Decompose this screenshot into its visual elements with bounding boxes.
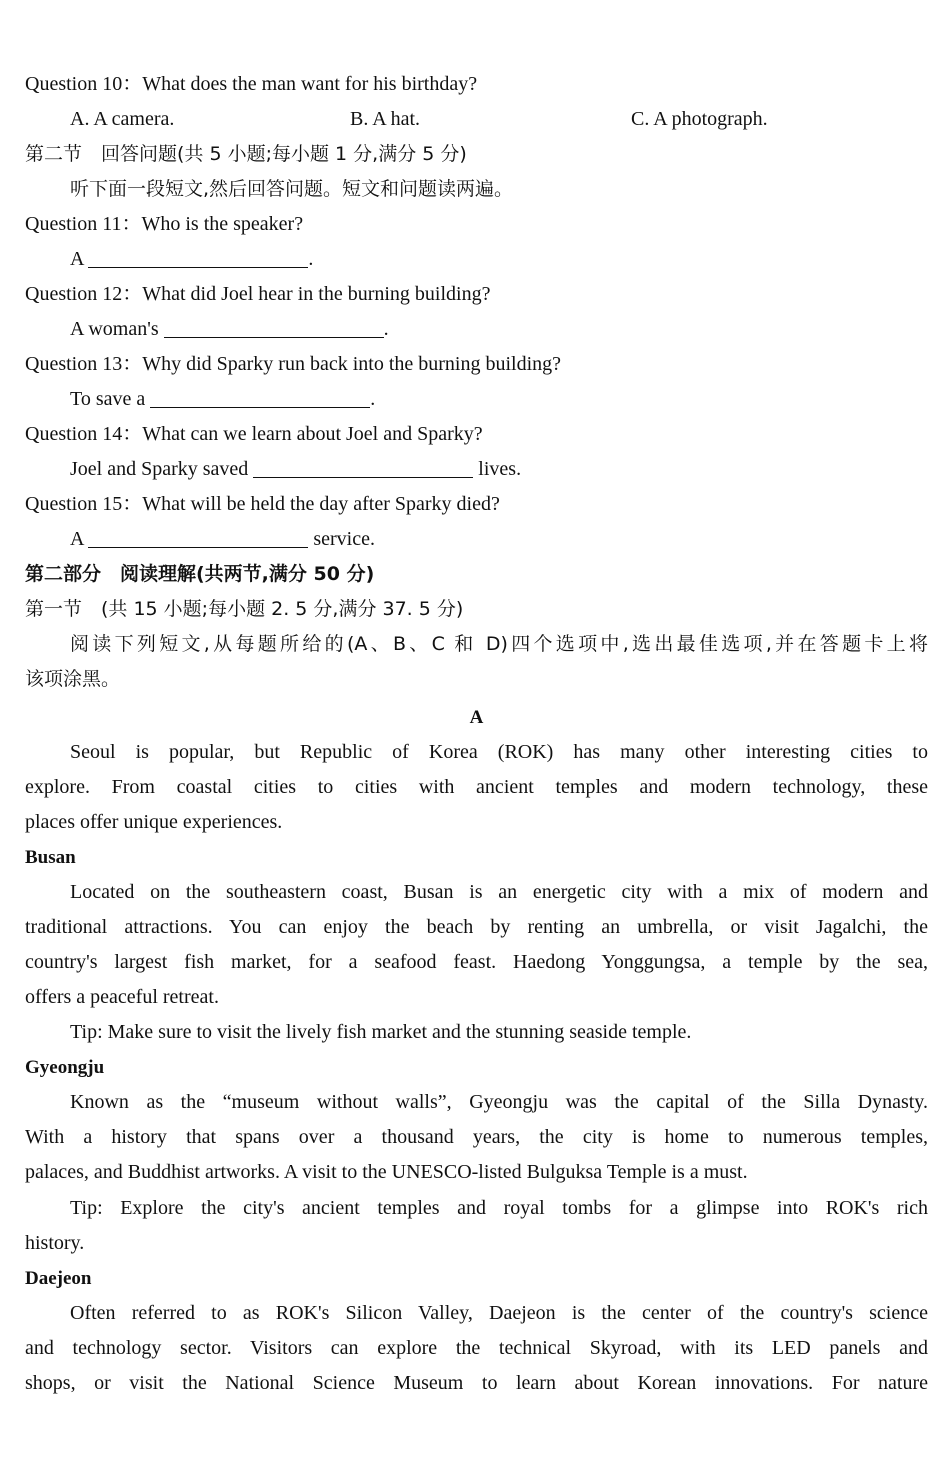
- part-2-instruction-cont: 该项涂黑。: [25, 668, 121, 690]
- question-10-options: [25, 102, 928, 137]
- daejeon-line: shops, or visit the National Science Museum to learn about Korean innovations. For nature: [25, 1372, 928, 1394]
- section-2-title: 第二节 回答问题(共 5 小题;每小题 1 分,满分 5 分): [25, 143, 467, 165]
- question-13: Question 13：Why did Sparky run back into the burning building?: [25, 353, 562, 375]
- option-a: A. A camera.: [70, 108, 175, 130]
- answer-suffix: service.: [313, 528, 375, 550]
- busan-line: offers a peaceful retreat.: [25, 986, 219, 1008]
- answer-line-14: [70, 452, 928, 487]
- busan-heading: Busan: [25, 847, 76, 868]
- answer-prefix: A: [70, 528, 84, 550]
- busan-tip: Tip: Make sure to visit the lively fish market and the stunning seaside temple.: [70, 1021, 692, 1043]
- gyeongju-line: With a history that spans over a thousand years, the city is home to numerous temples,: [25, 1126, 928, 1148]
- part-2-instruction: 阅读下列短文,从每题所给的(A、B、C 和 D)四个选项中,选出最佳选项,并在答题卡上将: [70, 633, 928, 655]
- busan-line: Located on the southeastern coast, Busan is an energetic city with a mix of modern and: [70, 881, 928, 903]
- question-14: Question 14：What can we learn about Joel and Sparky?: [25, 423, 483, 445]
- busan-line: country's largest fish market, for a seafood feast. Haedong Yonggungsa, a temple by the sea,: [25, 951, 928, 973]
- option-c: C. A photograph.: [631, 108, 768, 130]
- answer-prefix: Joel and Sparky saved: [70, 458, 249, 480]
- daejeon-line: and technology sector. Visitors can explore the technical Skyroad, with its LED panels and: [25, 1337, 928, 1359]
- gyeongju-line: Known as the “museum without walls”, Gyeongju was the capital of the Silla Dynasty.: [70, 1091, 928, 1113]
- answer-suffix: .: [383, 318, 389, 340]
- answer-suffix: .: [308, 248, 314, 270]
- gyeongju-line: palaces, and Buddhist artworks. A visit to the UNESCO-listed Bulguksa Temple is a must.: [25, 1161, 748, 1183]
- answer-prefix: A: [70, 248, 84, 270]
- daejeon-line: Often referred to as ROK's Silicon Valley, Daejeon is the center of the country's science: [70, 1302, 928, 1324]
- answer-prefix: A woman's: [70, 318, 159, 340]
- part-2-title: 第二部分 阅读理解(共两节,满分 50 分): [25, 563, 375, 585]
- question-11: Question 11：Who is the speaker?: [25, 213, 304, 235]
- answer-line-15: [70, 522, 928, 557]
- answer-line-12: [70, 312, 928, 347]
- answer-blank[interactable]: [164, 315, 384, 338]
- passage-label: A: [469, 707, 484, 728]
- passage-intro-line: Seoul is popular, but Republic of Korea (ROK) has many other interesting cities to: [70, 741, 928, 763]
- daejeon-heading: Daejeon: [25, 1268, 92, 1289]
- busan-line: traditional attractions. You can enjoy the beach by renting an umbrella, or visit Jagalchi, the: [25, 916, 928, 938]
- answer-blank[interactable]: [150, 385, 370, 408]
- section-2-instruction: 听下面一段短文,然后回答问题。短文和问题读两遍。: [70, 178, 514, 200]
- gyeongju-heading: Gyeongju: [25, 1057, 105, 1078]
- part-2-section-1-title: 第一节 (共 15 小题;每小题 2. 5 分,满分 37. 5 分): [25, 598, 464, 620]
- question-15: Question 15：What will be held the day after Sparky died?: [25, 493, 500, 515]
- answer-blank[interactable]: [253, 455, 473, 478]
- passage-intro-line: places offer unique experiences.: [25, 811, 283, 833]
- answer-suffix: lives.: [478, 458, 522, 480]
- answer-line-11: [70, 242, 928, 277]
- answer-prefix: To save a: [70, 388, 146, 410]
- answer-suffix: .: [370, 388, 376, 410]
- question-12: Question 12：What did Joel hear in the burning building?: [25, 283, 491, 305]
- answer-blank[interactable]: [88, 245, 308, 268]
- passage-intro-line: explore. From coastal cities to cities with ancient temples and modern technology, these: [25, 776, 928, 798]
- option-b: B. A hat.: [350, 108, 421, 130]
- gyeongju-tip: Tip: Explore the city's ancient temples and royal tombs for a glimpse into ROK's rich: [70, 1197, 928, 1219]
- gyeongju-tip-cont: history.: [25, 1232, 85, 1254]
- answer-blank[interactable]: [88, 525, 308, 548]
- question-10: Question 10：What does the man want for his birthday?: [25, 73, 478, 95]
- answer-line-13: [70, 382, 928, 417]
